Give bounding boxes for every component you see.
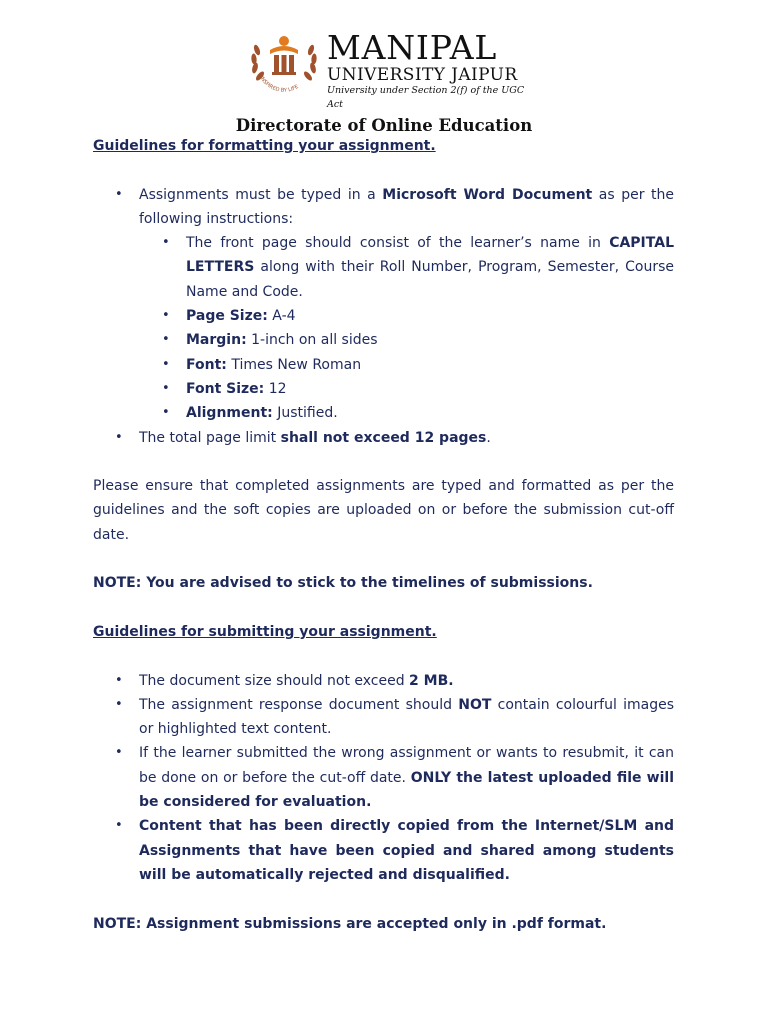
list-item (139, 231, 674, 304)
document-title: Directorate of Online Education (235, 116, 533, 135)
spec-label: Alignment: (186, 405, 273, 422)
university-name: MANIPAL (327, 28, 498, 67)
submitting-heading: Guidelines for submitting your assignment. (93, 623, 437, 640)
bold-segment: shall not exceed 12 pages (280, 429, 487, 446)
bold-segment: Content that has been directly copied from the Internet/SLM and Assignments that have been copied and shared among students will be automatically rejected and disqualified. (139, 818, 674, 883)
text-segment: as per the following instructions: (139, 186, 674, 227)
submission-paragraph: Please ensure that completed assignments are typed and formatted as per the guidelines and the soft copies are uploaded on or before the submission cut-off date. (93, 478, 674, 543)
format-spec-list (139, 231, 674, 425)
list-item (93, 426, 674, 450)
spec-value: Justified. (272, 405, 338, 422)
text-segment: If the learner submitted the wrong assignment or wants to resubmit, it can be done on or before the cut-off date. (139, 745, 674, 786)
text-segment: . (486, 429, 491, 446)
university-logo-icon (248, 28, 320, 96)
spec-label: Font: (186, 356, 227, 373)
spec-value: 1-inch on all sides (246, 332, 378, 349)
list-item (93, 183, 674, 426)
list-item (93, 669, 674, 693)
ugc-act-line: University under Section 2(f) of the UGC Act (327, 85, 525, 110)
spec-value: 12 (264, 380, 287, 397)
text-segment: along with their Roll Number, Program, Semester, Course Name and Code. (186, 259, 674, 300)
timeline-note: NOTE: You are advised to stick to the timelines of submissions. (93, 575, 593, 592)
text-segment: The front page should consist of the learner’s name in (186, 235, 610, 252)
list-item (139, 353, 674, 377)
list-item (139, 401, 674, 425)
document-body (93, 134, 674, 936)
list-item (93, 693, 674, 742)
spec-label: Margin: (186, 332, 247, 349)
list-item (139, 304, 674, 328)
text-segment: The document size should not exceed (139, 672, 410, 689)
list-item (93, 814, 674, 887)
text-segment: contain colourful images or highlighted text content. (139, 696, 674, 738)
text-segment: Assignments must be typed in a (139, 186, 383, 203)
spec-label: Page Size: (186, 308, 268, 325)
brand-block (327, 30, 538, 112)
list-item (93, 741, 674, 814)
formatting-list (93, 183, 674, 450)
bold-segment: ONLY the latest uploaded file will be considered for evaluation. (139, 769, 674, 811)
list-item (139, 328, 674, 352)
format-note: NOTE: Assignment submissions are accepted only in .pdf format. (93, 915, 607, 932)
spec-value: Times New Roman (226, 356, 362, 373)
bold-segment: CAPITAL LETTERS (186, 235, 674, 276)
list-item (139, 377, 674, 401)
spec-value: A-4 (267, 308, 296, 325)
text-segment: The assignment response document should (139, 696, 459, 713)
submitting-list (93, 669, 674, 888)
bold-segment: NOT (458, 696, 492, 713)
formatting-heading: Guidelines for formatting your assignment. (93, 138, 436, 154)
university-subtitle: UNIVERSITY JAIPUR (327, 65, 518, 85)
bold-segment: Microsoft Word Document (382, 186, 593, 203)
bold-segment: 2 MB. (409, 672, 454, 689)
university-header (248, 28, 538, 110)
spec-label: Font Size: (186, 380, 265, 397)
logo-motto: INSPIRED BY LIFE (258, 75, 300, 94)
text-segment: The total page limit (139, 429, 281, 446)
